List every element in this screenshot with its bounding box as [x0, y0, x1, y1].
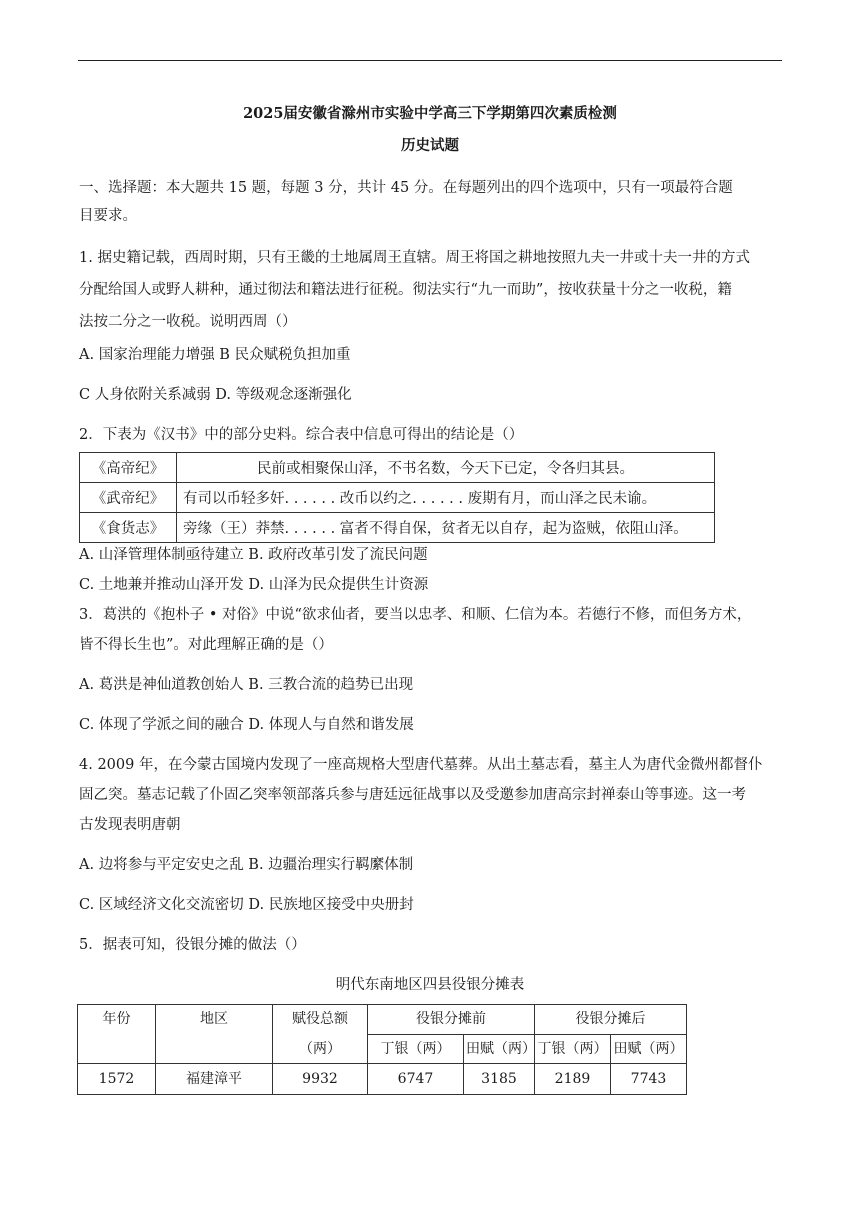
table-row [80, 483, 715, 513]
table-row [80, 453, 715, 483]
header-year: 年份 [78, 1005, 156, 1064]
q1-options-cd: C 人身依附关系减弱 D. 等级观念逐渐强化 [79, 387, 352, 403]
q2-source-cell: 《高帝纪》 [80, 453, 177, 483]
q3-options-cd: C. 体现了学派之间的融合 D. 体现人与自然和谐发展 [79, 717, 414, 733]
q2-text-cell: 旁缘（王）莽禁. . . . . . 富者不得自保，贫者无以自存，起为盗贼，依阻山泽。 [177, 513, 715, 543]
q2-text-cell: 有司以币轻多奸. . . . . . 改币以约之. . . . . . 废期有月，而山泽之民未谕。 [177, 483, 715, 513]
header-total [273, 1005, 368, 1064]
q2-stem: 2．下表为《汉书》中的部分史料。综合表中信息可得出的结论是（） [79, 427, 524, 443]
q5-stem: 5．据表可知，役银分摊的做法（） [79, 937, 306, 953]
q2-options-cd: C. 土地兼并推动山泽开发 D. 山泽为民众提供生计资源 [79, 577, 429, 593]
section-instructions-line-2: 目要求。 [79, 208, 137, 224]
header-region: 地区 [156, 1005, 273, 1064]
header-ding-before: 丁银（两） [368, 1034, 464, 1064]
header-after: 役银分摊后 [535, 1005, 687, 1035]
q1-options-ab: A. 国家治理能力增强 B 民众赋税负担加重 [79, 347, 351, 363]
q5-data-table [77, 1004, 687, 1095]
page-title: 2025届安徽省滁州市实验中学高三下学期第四次素质检测 [243, 105, 617, 122]
table-header-row [78, 1005, 687, 1035]
cell-ding-after: 2189 [535, 1064, 611, 1095]
q1-stem-line-3: 法按二分之一收税。说明西周（） [79, 314, 297, 330]
cell-tian-after: 7743 [611, 1064, 687, 1095]
q1-stem-line-1: 1. 据史籍记载，西周时期，只有王畿的土地属周王直辖。周王将国之耕地按照九夫一井或十夫一井的方式 [79, 250, 750, 266]
q2-source-cell: 《食货志》 [80, 513, 177, 543]
header-total-line-1: 赋役总额 [292, 1011, 348, 1027]
cell-ding-before: 6747 [368, 1064, 464, 1095]
q3-stem-line-2: 皆不得长生也”。对此理解正确的是（） [79, 637, 333, 653]
table-row [78, 1064, 687, 1095]
table-row [80, 513, 715, 543]
q2-source-cell: 《武帝纪》 [80, 483, 177, 513]
q2-source-table [79, 452, 715, 543]
q4-stem-line-1: 4. 2009 年，在今蒙古国境内发现了一座高规格大型唐代墓葬。从出土墓志看，墓主人为唐代金微州都督仆 [79, 757, 763, 773]
page-subtitle: 历史试题 [401, 137, 459, 154]
header-tian-after: 田赋（两） [611, 1034, 687, 1064]
cell-total: 9932 [273, 1064, 368, 1095]
cell-region: 福建漳平 [156, 1064, 273, 1095]
header-before: 役银分摊前 [368, 1005, 535, 1035]
q1-stem-line-2: 分配给国人或野人耕种，通过彻法和籍法进行征税。彻法实行“九一而助”，按收获量十分之一收税，籍 [79, 282, 732, 298]
header-tian-before: 田赋（两） [464, 1034, 535, 1064]
q5-table-title: 明代东南地区四县役银分摊表 [335, 977, 525, 993]
section-instructions-line-1: 一、选择题：本大题共 15 题，每题 3 分，共计 45 分。在每题列出的四个选项中，只有一项最符合题 [79, 180, 733, 196]
q2-options-ab: A. 山泽管理体制亟待建立 B. 政府改革引发了流民问题 [79, 547, 428, 563]
q2-text-cell: 民前或相聚保山泽，不书名数，今天下已定，令各归其县。 [177, 453, 715, 483]
cell-year: 1572 [78, 1064, 156, 1095]
header-rule [78, 60, 782, 61]
q3-options-ab: A. 葛洪是神仙道教创始人 B. 三教合流的趋势已出现 [79, 677, 414, 693]
header-ding-after: 丁银（两） [535, 1034, 611, 1064]
header-total-line-2: （两） [299, 1041, 341, 1057]
q3-stem-line-1: 3．葛洪的《抱朴子 • 对俗》中说“欲求仙者，要当以忠孝、和顺、仁信为本。若德行不修，而但务方术， [79, 607, 752, 623]
q4-stem-line-3: 古发现表明唐朝 [79, 817, 181, 833]
q4-options-cd: C. 区域经济文化交流密切 D. 民族地区接受中央册封 [79, 897, 414, 913]
q4-stem-line-2: 固乙突。墓志记载了仆固乙突率领部落兵参与唐廷远征战事以及受邀参加唐高宗封禅泰山等事迹。这一考 [79, 787, 746, 803]
q4-options-ab: A. 边将参与平定安史之乱 B. 边疆治理实行羁縻体制 [79, 857, 414, 873]
cell-tian-before: 3185 [464, 1064, 535, 1095]
